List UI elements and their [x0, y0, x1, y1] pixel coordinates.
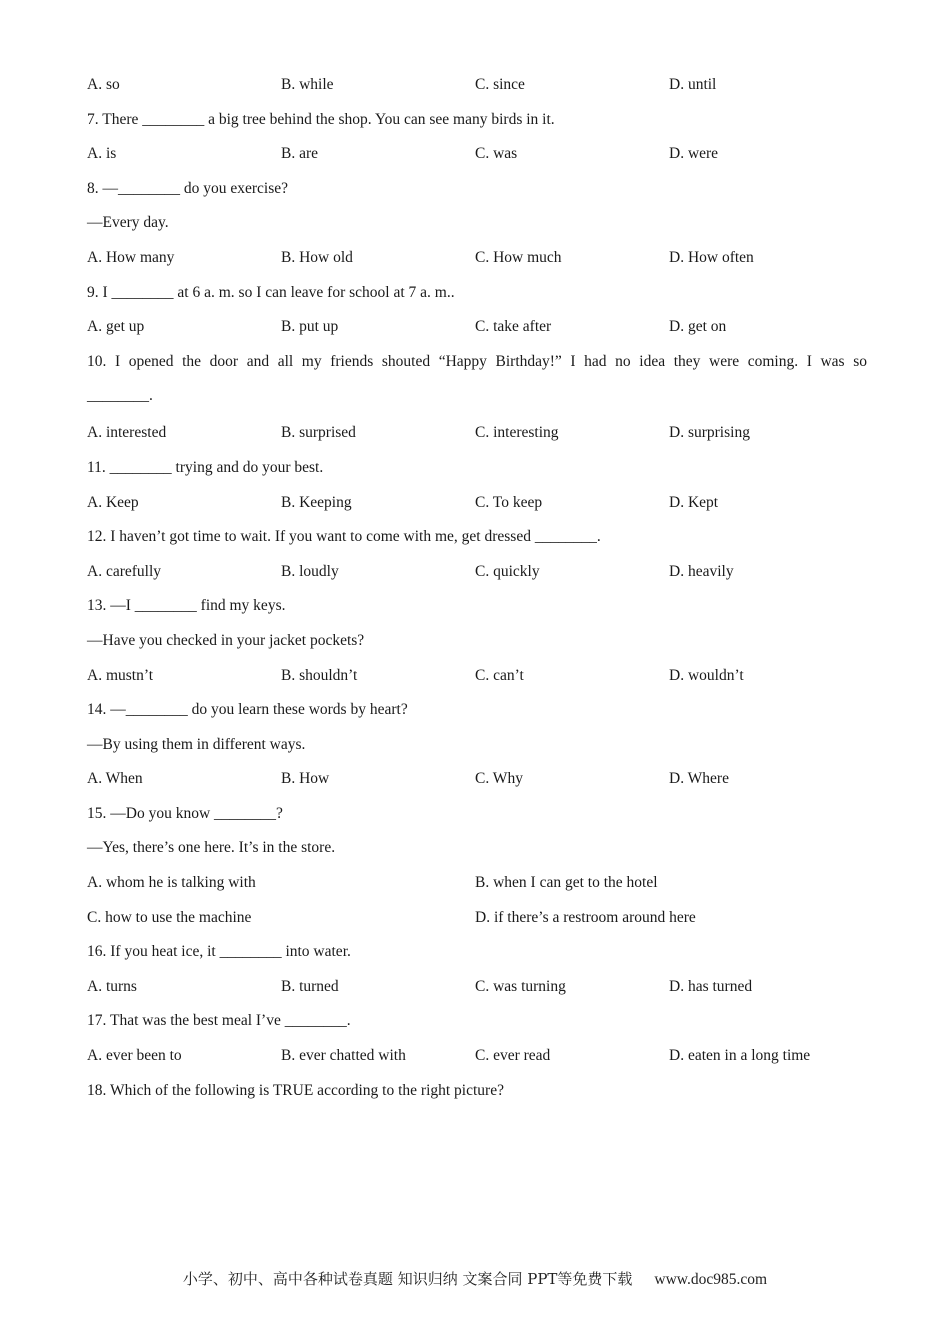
- question-line: 8. —________ do you exercise?: [87, 179, 289, 197]
- answer-options: [87, 866, 867, 901]
- question-line: 15. —Do you know ________?: [87, 804, 283, 822]
- question-line: 7. There ________ a big tree behind the shop. You can see many birds in it.: [87, 110, 555, 128]
- answer-option: B. when I can get to the hotel: [475, 874, 658, 892]
- answer-option: C. can’t: [475, 666, 524, 684]
- question-line: —Have you checked in your jacket pockets?: [87, 631, 365, 649]
- answer-option: A. interested: [87, 424, 167, 442]
- answer-option: D. were: [669, 145, 719, 163]
- answer-options: [87, 416, 867, 451]
- answer-option: C. take after: [475, 318, 552, 336]
- answer-options: [87, 555, 867, 590]
- answer-option: C. Why: [475, 770, 523, 788]
- answer-option: A. so: [87, 76, 120, 93]
- answer-option: C. ever read: [475, 1047, 551, 1065]
- answer-options: [87, 137, 867, 172]
- answer-option: C. since: [475, 76, 525, 93]
- answer-options: [87, 310, 867, 345]
- answer-option: D. How often: [669, 248, 754, 266]
- answer-options: [87, 970, 867, 1005]
- answer-option: B. shouldn’t: [281, 666, 358, 684]
- answer-options: [87, 486, 867, 521]
- answer-option: C. To keep: [475, 493, 543, 511]
- answer-option: D. heavily: [669, 562, 734, 580]
- answer-option: D. if there’s a restroom around here: [475, 908, 696, 926]
- answer-option: D. wouldn’t: [669, 666, 744, 684]
- question-line: 18. Which of the following is TRUE according to the right picture?: [87, 1081, 504, 1099]
- answer-options: [87, 68, 867, 103]
- answer-option: A. whom he is talking with: [87, 874, 256, 892]
- page-footer: [0, 1268, 950, 1289]
- footer-text: 小学、初中、高中各种试卷真题 知识归纳 文案合同 PPT等免费下载: [182, 1270, 633, 1288]
- answer-option: A. ever been to: [87, 1047, 182, 1065]
- question-line: 10. I opened the door and all my friends shouted “Happy Birthday!” I had no idea they were coming. I was so: [87, 352, 867, 370]
- answer-option: D. has turned: [669, 977, 753, 995]
- answer-options: [87, 901, 867, 936]
- answer-option: B. loudly: [281, 562, 339, 580]
- answer-option: C. was: [475, 145, 518, 163]
- answer-option: C. interesting: [475, 424, 559, 442]
- answer-option: D. get on: [669, 318, 727, 336]
- answer-option: B. ever chatted with: [281, 1047, 406, 1065]
- answer-option: A. is: [87, 145, 117, 163]
- answer-option: B. are: [281, 145, 319, 163]
- question-line: 13. —I ________ find my keys.: [87, 597, 286, 615]
- answer-option: A. Keep: [87, 493, 139, 511]
- answer-option: D. Kept: [669, 493, 719, 511]
- answer-option: C. how to use the machine: [87, 908, 252, 926]
- answer-option: B. Keeping: [281, 493, 352, 511]
- answer-option: B. How old: [281, 248, 353, 266]
- answer-options: [87, 241, 867, 276]
- answer-options: [87, 1039, 867, 1074]
- answer-option: A. get up: [87, 318, 145, 336]
- question-line: 9. I ________ at 6 a. m. so I can leave for school at 7 a. m..: [87, 283, 455, 301]
- answer-option: B. surprised: [281, 424, 356, 442]
- answer-option: B. How: [281, 770, 330, 788]
- answer-option: D. until: [669, 76, 717, 93]
- question-line: —Yes, there’s one here. It’s in the store.: [87, 839, 336, 857]
- answer-option: C. How much: [475, 248, 562, 266]
- question-line: 11. ________ trying and do your best.: [87, 458, 324, 476]
- answer-option: A. mustn’t: [87, 666, 154, 684]
- answer-option: D. Where: [669, 770, 729, 788]
- answer-option: B. put up: [281, 318, 339, 336]
- answer-option: B. turned: [281, 977, 339, 995]
- question-line: —By using them in different ways.: [87, 735, 306, 753]
- question-line: 16. If you heat ice, it ________ into water.: [87, 943, 351, 961]
- answer-option: A. When: [87, 770, 143, 788]
- footer-url: www.doc985.com: [654, 1271, 768, 1288]
- answer-option: A. carefully: [87, 562, 162, 580]
- question-line: 12. I haven’t got time to wait. If you want to come with me, get dressed ________.: [87, 528, 601, 546]
- answer-option: A. turns: [87, 977, 137, 995]
- exam-content: [87, 68, 867, 1108]
- question-line: 17. That was the best meal I’ve ________.: [87, 1012, 351, 1030]
- answer-option: A. How many: [87, 248, 175, 266]
- question-line: —Every day.: [87, 214, 169, 232]
- answer-option: B. while: [281, 76, 334, 93]
- answer-option: D. eaten in a long time: [669, 1047, 811, 1065]
- answer-option: D. surprising: [669, 424, 750, 442]
- answer-options: [87, 762, 867, 797]
- answer-option: C. was turning: [475, 977, 566, 995]
- answer-option: C. quickly: [475, 562, 540, 580]
- answer-options: [87, 659, 867, 694]
- question-line: 14. —________ do you learn these words by heart?: [87, 701, 408, 719]
- question-line-continued: ________.: [87, 387, 153, 405]
